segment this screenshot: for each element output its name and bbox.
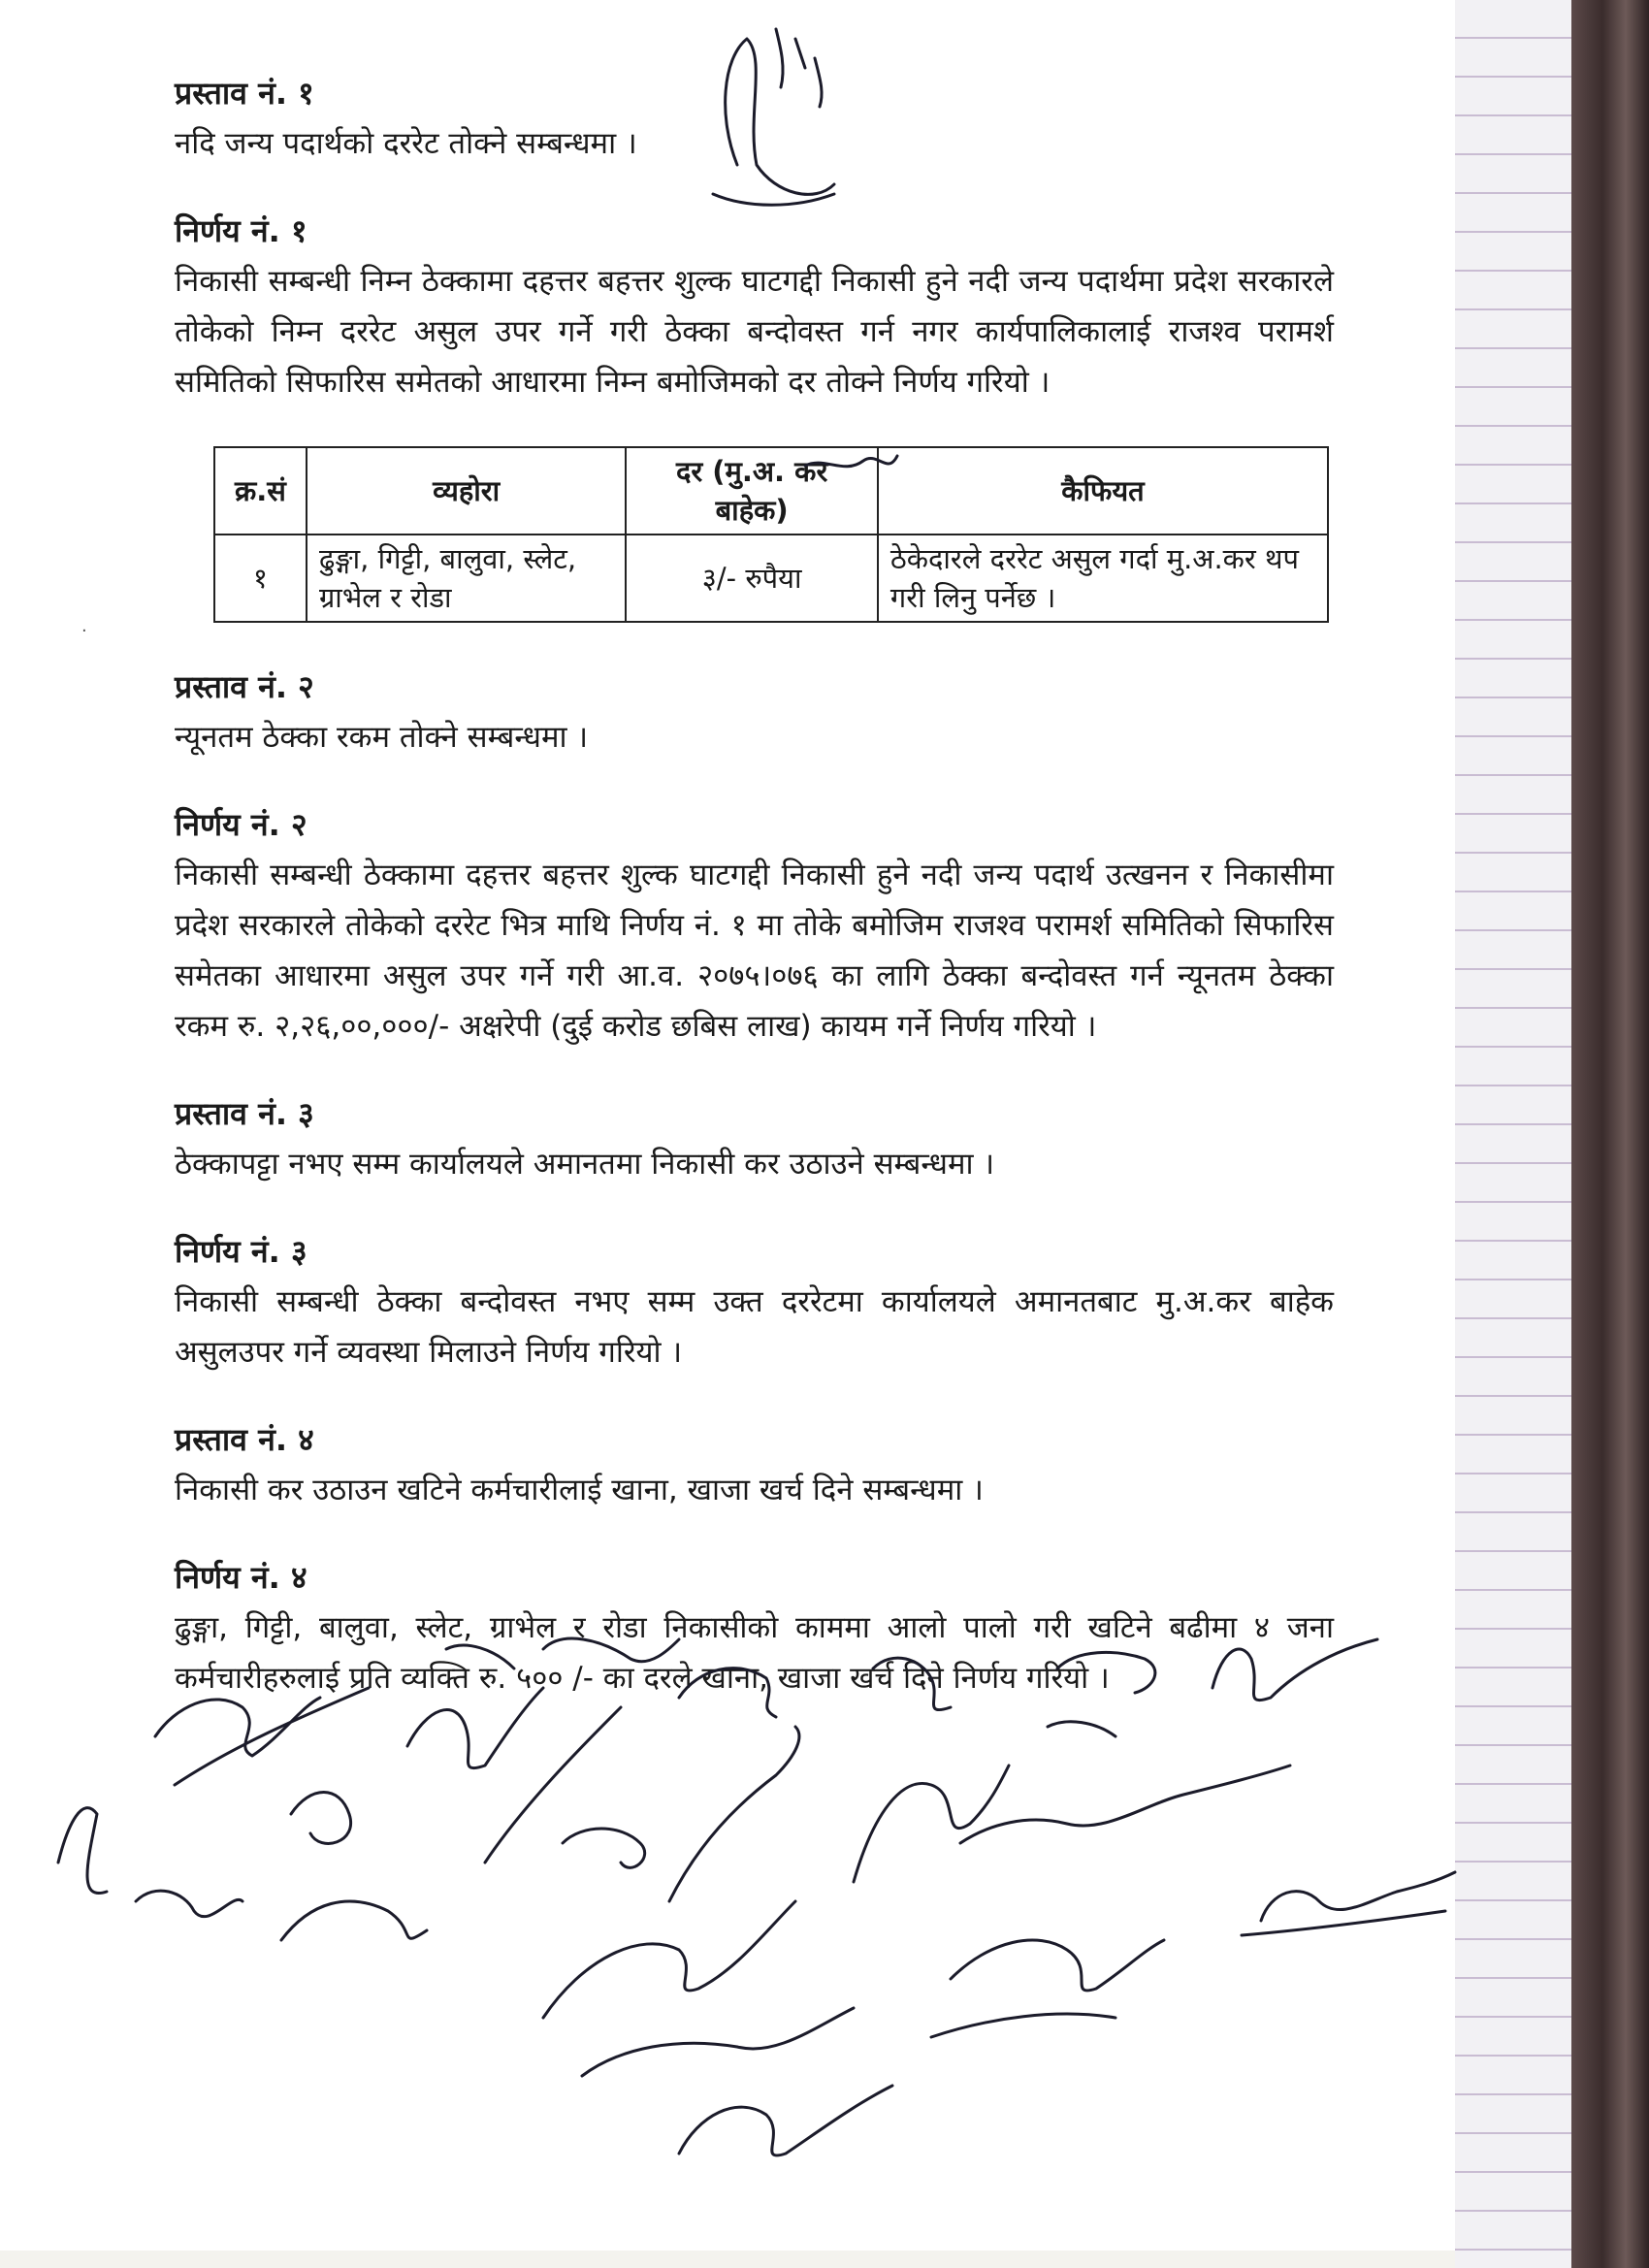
decision-2-text: निकासी सम्बन्धी ठेक्कामा दहत्तर बहत्तर शुल्क घाटगद्दी निकासी हुने नदी जन्य पदार्थ उत्खनन र निकासीमा प्रदेश सरकारले तोकेको दररेट भित्र माथि निर्णय नं. १ मा तोके बमोजिम राजश्व परामर्श समितिको सिफारिस समेतका आधारमा असुल उपर गर्ने गरी आ.व. २०७५।०७६ का लागि ठेक्का बन्दोवस्त गर्न न्यूनतम ठेक्का रकम रु. २,२६,००,०००/- अक्षरेपी (दुई करोड छबिस लाख) कायम गर्ने निर्णय गरियो । <box>175 858 1334 1044</box>
stray-mark: · <box>81 621 87 641</box>
proposal-4 <box>175 1414 1334 1515</box>
proposal-3-text: ठेक्कापट्टा नभए सम्म कार्यालयले अमानतमा निकासी कर उठाउने सम्बन्धमा । <box>175 1147 995 1182</box>
proposal-2-heading: प्रस्ताव नं. २ <box>175 668 314 705</box>
cell-serial: १ <box>214 535 307 622</box>
minutes-content <box>175 68 1334 1740</box>
col-header-serial: क्र.सं <box>214 447 307 535</box>
decision-3 <box>175 1226 1334 1377</box>
ruled-margin-strip <box>1455 0 1571 2268</box>
proposal-2-text: न्यूनतम ठेक्का रकम तोक्ने सम्बन्धमा । <box>175 720 589 755</box>
table-row <box>214 535 1328 622</box>
register-binding <box>1571 0 1649 2268</box>
col-header-rate: दर (मु.अ. कर बाहेक) <box>626 447 878 535</box>
proposal-2 <box>175 662 1334 762</box>
proposal-1-text: नदि जन्य पदार्थको दररेट तोक्ने सम्बन्धमा । <box>175 126 637 161</box>
decision-3-heading: निर्णय नं. ३ <box>175 1233 307 1270</box>
cell-description: ढुङ्गा, गिट्टी, बालुवा, स्लेट, ग्राभेल र रोडा <box>307 535 626 622</box>
col-header-remarks: कैफियत <box>878 447 1328 535</box>
decision-2 <box>175 799 1334 1052</box>
rate-table-header-row <box>214 447 1328 535</box>
decision-1-text: निकासी सम्बन्धी निम्न ठेक्कामा दहत्तर बहत्तर शुल्क घाटगद्दी निकासी हुने नदी जन्य पदार्थमा प्रदेश सरकारले तोकेको निम्न दररेट असुल उपर गर्ने गरी ठेक्का बन्दोवस्त गर्न नगर कार्यपालिकालाई राजश्व परामर्श समितिको सिफारिस समेतको आधारमा निम्न बमोजिमको दर तोक्ने निर्णय गरियो । <box>175 264 1334 400</box>
decision-1-heading: निर्णय नं. १ <box>175 212 307 249</box>
proposal-4-heading: प्रस्ताव नं. ४ <box>175 1421 314 1458</box>
decision-4-text: ढुङ्गा, गिट्टी, बालुवा, स्लेट, ग्राभेल र रोडा निकासीको काममा आलो पालो गरी खटिने बढीमा ४ जना कर्मचारीहरुलाई प्रति व्यक्ति रु. ५०० /- का दरले खाना, खाजा खर्च दिने निर्णय गरियो । <box>175 1610 1334 1696</box>
proposal-4-text: निकासी कर उठाउन खटिने कर्मचारीलाई खाना, खाजा खर्च दिने सम्बन्धमा । <box>175 1473 984 1507</box>
proposal-1 <box>175 68 1334 169</box>
cell-remarks: ठेकेदारले दररेट असुल गर्दा मु.अ.कर थप गरी लिनु पर्नेछ । <box>878 535 1328 622</box>
proposal-1-heading: प्रस्ताव नं. १ <box>175 75 314 112</box>
proposal-3-heading: प्रस्ताव नं. ३ <box>175 1095 314 1132</box>
cell-rate: ३/- रुपैया <box>626 535 878 622</box>
rate-table <box>213 446 1329 623</box>
decision-2-heading: निर्णय नं. २ <box>175 806 307 843</box>
decision-4 <box>175 1552 1334 1703</box>
proposal-3 <box>175 1088 1334 1189</box>
col-header-description: व्यहोरा <box>307 447 626 535</box>
decision-1 <box>175 206 1334 407</box>
decision-3-text: निकासी सम्बन्धी ठेक्का बन्दोवस्त नभए सम्म उक्त दररेटमा कार्यालयले अमानतबाट मु.अ.कर बाहेक असुलउपर गर्ने व्यवस्था मिलाउने निर्णय गरियो । <box>175 1284 1334 1370</box>
decision-4-heading: निर्णय नं. ४ <box>175 1559 307 1596</box>
